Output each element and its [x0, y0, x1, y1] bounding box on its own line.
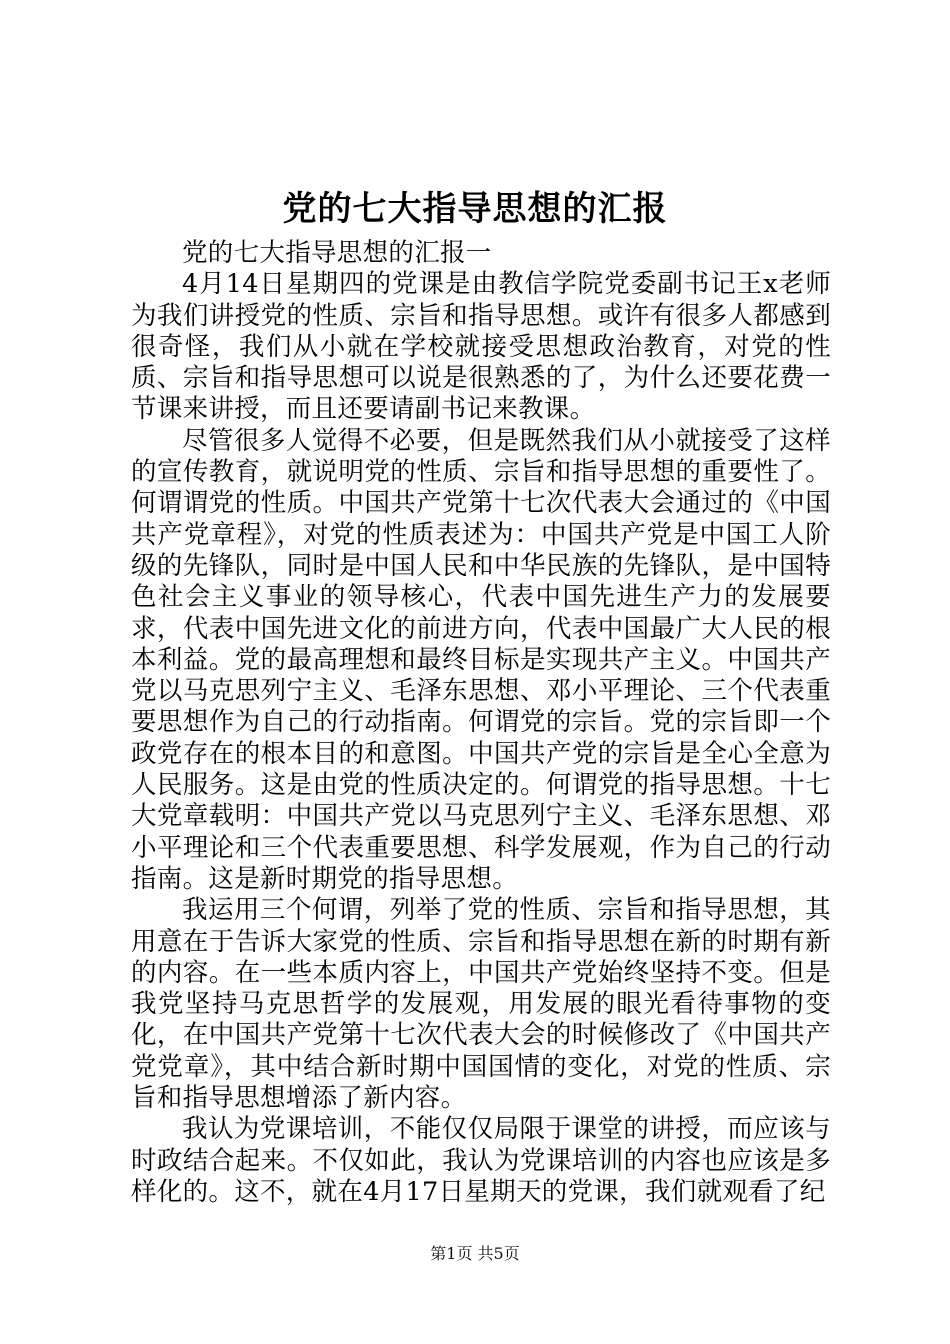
paragraph-subtitle: 党的七大指导思想的汇报一 — [182, 238, 492, 268]
document-body — [131, 238, 831, 1208]
paragraph: 我运用三个何谓，列举了党的性质、宗旨和指导思想，其用意在于告诉大家党的性质、宗旨和指导思想在新的时期有新的内容。在一些本质内容上，中国共产党始终坚持不变。但是我党坚持马克思哲学的发展观，用发展的眼光看待事物的变化，在中国共产党第十七次代表大会的时候修改了《中国共产党党章》，其中结合新时期中国国情的变化，对党的性质、宗旨和指导思想增添了新内容。 — [131, 895, 831, 1114]
paragraph: 我认为党课培训，不能仅仅局限于课堂的讲授，而应该与时政结合起来。不仅如此，我认为党课培训的内容也应该是多样化的。这不，就在4月17日星期天的党课，我们就观看了纪 — [131, 1114, 831, 1207]
document-title: 党的七大指导思想的汇报 — [282, 189, 668, 229]
paragraph: 4月14日星期四的党课是由教信学院党委副书记王x老师为我们讲授党的性质、宗旨和指导思想。或许有很多人都感到很奇怪，我们从小就在学校就接受思想政治教育，对党的性质、宗旨和指导思想可以说是很熟悉的了，为什么还要花费一节课来讲授，而且还要请副书记来教课。 — [131, 269, 831, 425]
paragraph: 尽管很多人觉得不必要，但是既然我们从小就接受了这样的宣传教育，就说明党的性质、宗旨和指导思想的重要性了。何谓谓党的性质。中国共产党第十七次代表大会通过的《中国共产党章程》，对党的性质表述为：中国共产党是中国工人阶级的先锋队，同时是中国人民和中华民族的先锋队，是中国特色社会主义事业的领导核心，代表中国先进生产力的发展要求，代表中国先进文化的前进方向，代表中国最广大人民的根本利益。党的最高理想和最终目标是实现共产主义。中国共产党以马克思列宁主义、毛泽东思想、邓小平理论、三个代表重要思想作为自己的行动指南。何谓党的宗旨。党的宗旨即一个政党存在的根本目的和意图。中国共产党的宗旨是全心全意为人民服务。这是由党的性质决定的。何谓党的指导思想。十七大党章载明：中国共产党以马克思列宁主义、毛泽东思想、邓小平理论和三个代表重要思想、科学发展观，作为自己的行动指南。这是新时期党的指导思想。 — [131, 425, 831, 894]
page-footer: 第1页 共5页 — [430, 1244, 520, 1263]
